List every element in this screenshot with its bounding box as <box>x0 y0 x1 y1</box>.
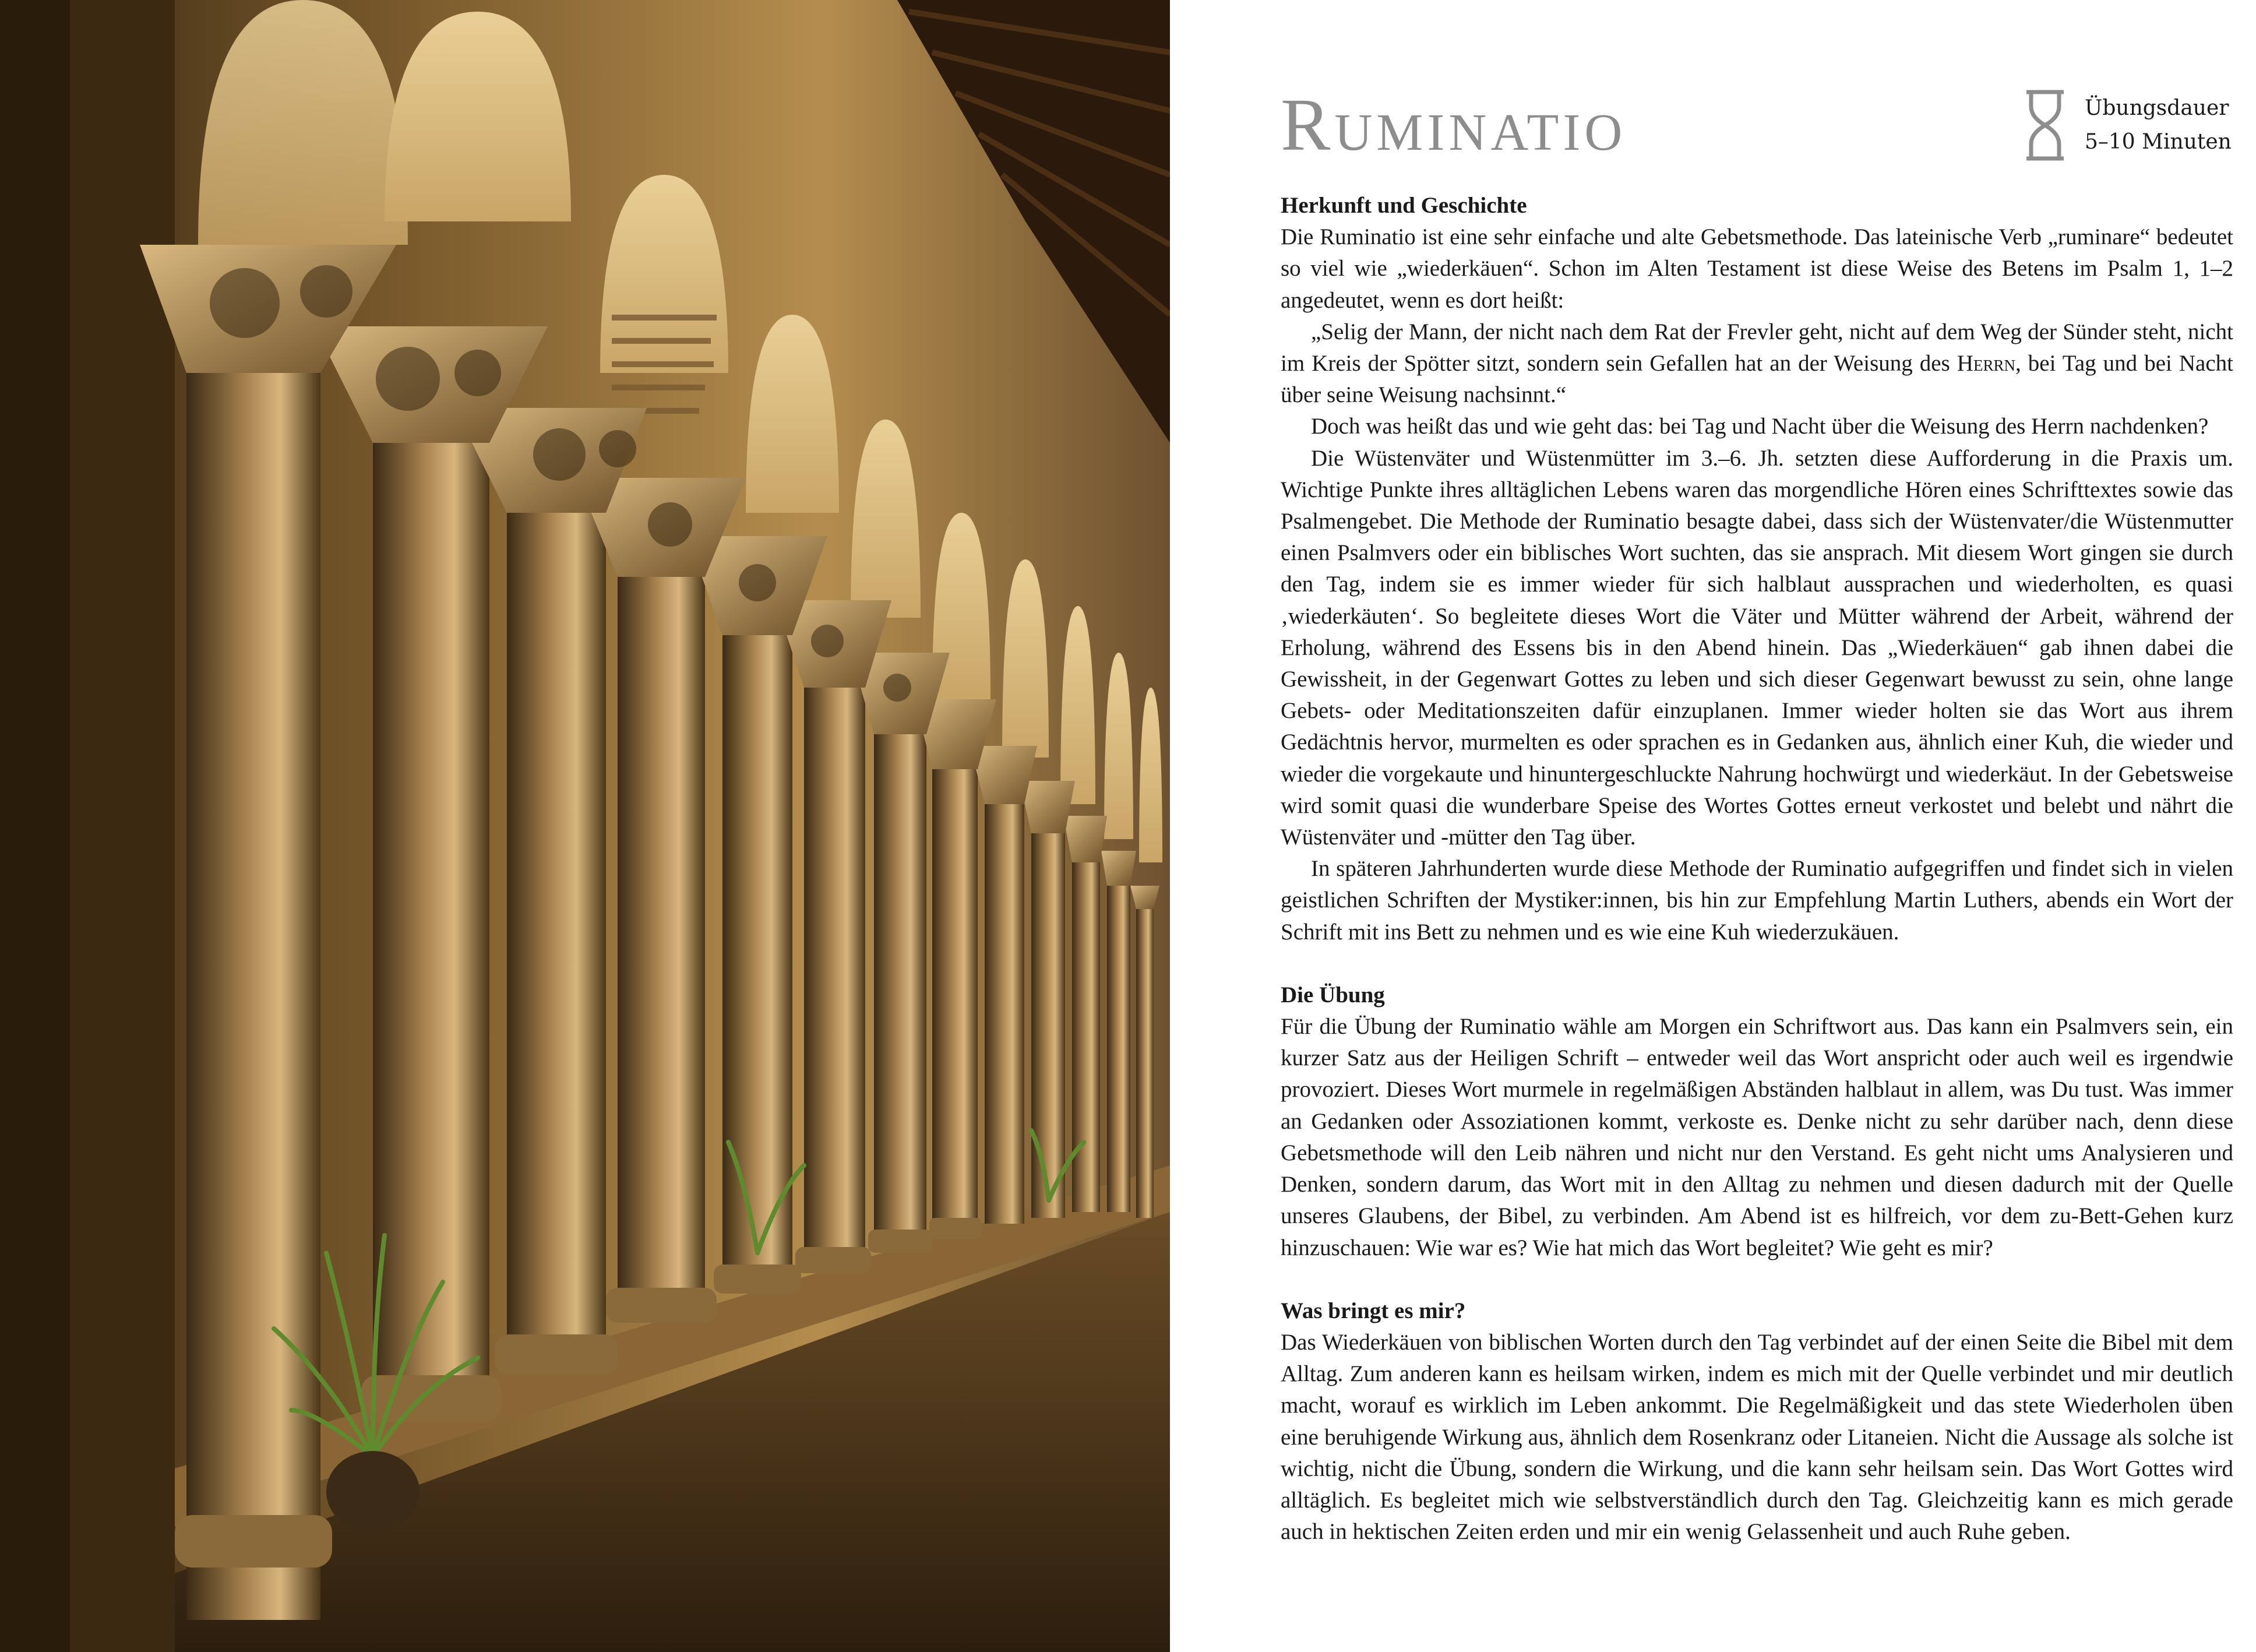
section-heading-history: Herkunft und Geschichte <box>1281 193 1527 218</box>
psalm-quote <box>1281 316 2233 411</box>
section-spacer <box>1281 1264 2233 1295</box>
duration-label: Übungsdauer <box>2085 96 2229 120</box>
benefit-paragraph: Das Wiederkäuen von biblischen Worten durch den Tag verbindet auf der einen Seite die Bibel mit dem Alltag. Zum anderen kann es heilsam wirken, indem es mich mit der Quelle verbindet und mir deutlich macht, worauf es wirklich im Leben ankommt. Die Regelmäßigkeit und das stete Wiederholen üben eine beruhigende Wirkung aus, ähnlich dem Rosenkranz oder Litaneien. Nicht die Aussage als solche ist wichtig, nicht die Übung, sondern die Wirkung, und die kann sehr heilsam sein. Das Wort Gottes wird alltäglich. Es begleitet mich wie selbstverständlich durch den Tag. Gleichzeitig kann es mich gerade auch in hektischen Zeiten erden und mir ein wenig Gelassenheit und auch Ruhe geben. <box>1281 1329 2233 1545</box>
history-paragraph-1: Die Ruminatio ist eine sehr einfache und alte Gebetsmethode. Das lateinische Verb „ruminare“ bedeutet so viel wie „wiederkäuen“. Schon im Alten Testament ist diese Weise des Betens im Psalm 1, 1–2 angedeutet, wenn es dort heißt: <box>1281 224 2233 313</box>
page-title: Ruminatio <box>1281 83 1627 166</box>
psalm-quote-part-a: „Selig der Mann, der nicht nach dem Rat der Frevler geht, nicht auf dem Weg der Sünder steht, nicht im Kreis der Spötter sitzt, sondern sein Gefallen hat an der Weisung des <box>1281 319 2233 376</box>
exercise-paragraph: Für die Übung der Ruminatio wähle am Morgen ein Schriftwort aus. Das kann ein Psalmvers sein, ein kurzer Satz aus der Heiligen Schrift – entweder weil das Wort anspricht oder auch weil es irgendwie provoziert. Dieses Wort murmele in regelmäßigen Abständen halblaut in allem, was Du tust. Was immer an Gedanken oder Assoziationen kommt, verkoste es. Denke nicht zu sehr darüber nach, denn diese Gebetsmethode will den Leib nähren und nicht nur den Verstand. Es geht nicht ums Analysieren und Denken, sondern darum, das Wort mit in den Alltag zu nehmen und diesen dadurch mit der Quelle unseres Glaubens, der Bibel, zu verbinden. Am Abend ist es hilfreich, vor dem zu-Bett-Gehen kurz hinzuschauen: Wie war es? Wie hat mich das Wort begleitet? Wie geht es mir? <box>1281 1014 2233 1260</box>
text-page <box>1170 0 2256 1652</box>
section-spacer <box>1281 948 2233 980</box>
duration-value: 5–10 Minuten <box>2085 130 2232 154</box>
history-paragraph-4: In späteren Jahrhunderten wurde diese Methode der Ruminatio aufgegriffen und findet sich in vielen geistlichen Schriften der Mystiker:innen, bis hin zur Empfehlung Martin Luthers, abends ein Wort der Schrift mit ins Bett zu nehmen und es wie eine Kuh wiederzukäuen. <box>1281 856 2233 945</box>
article-body <box>1281 190 2233 1548</box>
section-heading-benefit: Was bringt es mir? <box>1281 1298 1466 1323</box>
duration-box <box>2024 87 2232 163</box>
duration-text <box>2085 91 2232 159</box>
history-paragraph-2: Doch was heißt das und wie geht das: bei Tag und Nacht über die Weisung des Herrn nachdenken? <box>1311 414 2209 439</box>
history-paragraph-3: Die Wüstenväter und Wüstenmütter im 3.–6. Jh. setzten diese Aufforderung in die Praxis um. Wichtige Punkte ihres alltäglichen Lebens waren das morgendliche Hören eines Schrifttextes sowie das Psalmengebet. Die Methode der Ruminatio besagte dabei, dass sich der Wüstenvater/die Wüstenmutter einen Psalmvers oder ein biblisches Wort suchten, das sie ansprach. Mit diesem Wort gingen sie durch den Tag, indem sie es immer wieder für sich halblaut aussprachen und wiederholten, es quasi ‚wiederkäuten‘. So begleitete dieses Wort die Väter und Mütter während der Arbeit, während der Erholung, während des Essens bis in den Abend hinein. Das „Wiederkäuen“ gab ihnen dabei die Gewissheit, in der Gegenwart Gottes zu leben und sich dieser Gegenwart bewusst zu sein, ohne lange Gebets- oder Meditationszeiten dafür einzuplanen. Immer wieder holten sie das Wort aus ihrem Gedächtnis hervor, murmelten es oder sprachen es in Gedanken aus, ähnlich einer Kuh, die wieder und wieder die vorgekaute und hinuntergeschluckte Nahrung hochwürgt und wiederkäut. In der Gebetsweise wird somit quasi die wunderbare Speise des Wortes Gottes erneut verkostet und belebt und nährt die Wüstenväter und -mütter den Tag über. <box>1281 445 2233 850</box>
psalm-quote-lord: Herrn <box>1957 351 2015 376</box>
section-heading-exercise: Die Übung <box>1281 982 1385 1008</box>
psalm-quote-part-b: , bei Tag und bei Nacht über seine Weisung nachsinnt.“ <box>1281 351 2233 408</box>
hourglass-icon <box>2024 89 2066 161</box>
